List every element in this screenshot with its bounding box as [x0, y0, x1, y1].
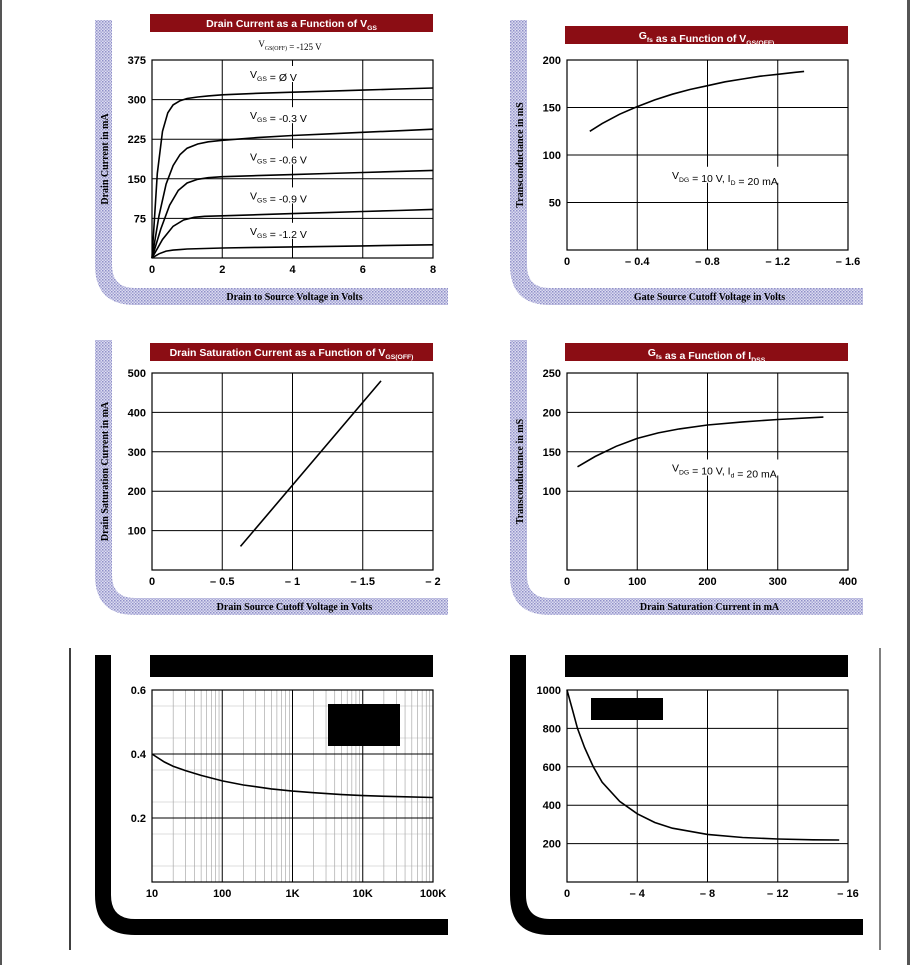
y-tick-label: 150	[542, 446, 561, 459]
x-tick-label: 100K	[419, 888, 447, 900]
chart-title: $G_{fs}$ as a Function of $V_{GS(OFF)}$	[638, 30, 775, 47]
x-tick-label: 0	[148, 264, 156, 276]
y-tick-label: 500	[127, 368, 146, 380]
page-left-edge	[0, 0, 2, 965]
x-tick-label: – 1.6	[835, 256, 861, 268]
y-axis-label: Drain Saturation Current in mA	[100, 401, 111, 542]
chart-title: Drain Saturation Current as a Function of $V_{GS(OFF)}$	[169, 347, 414, 361]
chart-title-bar	[150, 655, 433, 677]
chart-title: Drain Current as a Function of $V_{GS}$	[206, 18, 377, 32]
charts-container	[70, 14, 880, 950]
x-tick-label: 10K	[352, 888, 373, 900]
y-tick-label: 200	[127, 486, 146, 499]
series-label: $V_{GS} = -0.3$ V	[250, 110, 307, 126]
x-tick-label: – 4	[629, 888, 645, 900]
chart-drain-current-vs-vds	[95, 14, 448, 305]
x-tick-label: 0	[563, 256, 571, 268]
x-tick-label: – 8	[699, 888, 716, 900]
y-tick-label: 100	[542, 150, 561, 162]
chart-gfs-vs-idss	[510, 340, 863, 615]
y-tick-label: 0.4	[130, 749, 146, 761]
y-tick-label: 1000	[536, 685, 561, 697]
y-tick-label: 200	[542, 55, 561, 67]
x-tick-label: 2	[219, 264, 226, 276]
y-axis-label: Transconductance in mS	[515, 102, 526, 208]
y-tick-label: 300	[127, 446, 146, 459]
y-tick-label: 250	[542, 368, 561, 380]
y-tick-label: 225	[127, 134, 146, 147]
x-tick-label: – 1	[284, 576, 301, 588]
y-tick-label: 75	[133, 213, 146, 226]
y-tick-label: 200	[542, 838, 561, 851]
y-tick-label: 0.2	[130, 813, 146, 825]
x-tick-label: 200	[698, 576, 717, 588]
x-axis-label: Drain Source Cutoff Voltage in Volts	[216, 602, 373, 613]
x-tick-label: – 1.5	[350, 576, 375, 588]
chart-annotation: $V_{DG} = 10$ V, $I_D = 20$ mA	[672, 169, 778, 188]
x-tick-label: 0	[148, 576, 156, 588]
x-axis-label: Gate Source Cutoff Voltage in Volts	[633, 292, 786, 303]
x-tick-label: 8	[429, 264, 437, 276]
x-tick-label: 6	[359, 264, 366, 276]
series-label: $V_{GS} = -0.6$ V	[250, 151, 307, 167]
x-tick-label: – 1.2	[765, 256, 790, 268]
chart-gfs-vs-vgsoff	[510, 20, 863, 305]
x-tick-label: 0	[563, 888, 571, 900]
chart-annotation: $V_{DG} = 10$ V, $I_d = 20$ mA	[672, 462, 777, 481]
x-tick-label: 400	[838, 576, 858, 588]
y-tick-label: 375	[127, 55, 146, 67]
legend-box	[591, 698, 663, 720]
y-tick-label: 300	[127, 94, 146, 107]
y-tick-label: 50	[548, 197, 561, 210]
series-label: $V_{GS} = -1.2$ V	[250, 225, 307, 241]
chart-decay-vs-negative	[510, 655, 863, 935]
y-tick-label: 800	[542, 723, 561, 736]
x-tick-label: 300	[768, 576, 787, 588]
y-axis-label: Drain Current in mA	[100, 113, 111, 205]
y-axis-label: Transconductance in mS	[515, 418, 526, 525]
series-label: $V_{GS} = -0.9$ V	[250, 190, 307, 206]
chart-subtitle: $V_{GS(OFF)} = -125$ V	[258, 39, 322, 52]
x-tick-label: – 2	[425, 576, 441, 588]
legend-box	[328, 704, 400, 746]
series-label: $V_{GS}$ = Ø V	[250, 68, 297, 84]
chart-title-bar	[565, 655, 848, 677]
y-tick-label: 400	[127, 407, 146, 420]
chart-log-decay	[95, 655, 448, 935]
x-tick-label: 0	[563, 576, 571, 588]
y-tick-label: 100	[127, 525, 146, 538]
x-tick-label: 10	[145, 888, 159, 900]
y-tick-label: 600	[542, 761, 561, 774]
chart-idss-vs-vgsoff	[95, 340, 448, 615]
x-tick-label: – 0.8	[695, 256, 720, 268]
y-tick-label: 150	[542, 102, 561, 115]
x-tick-label: 100	[213, 888, 232, 900]
x-tick-label: – 0.4	[625, 256, 650, 268]
x-tick-label: – 12	[767, 888, 789, 900]
x-axis-label: Drain to Source Voltage in Volts	[226, 292, 363, 303]
x-tick-label: 4	[289, 264, 296, 276]
y-tick-label: 100	[542, 486, 561, 499]
x-tick-label: 1K	[285, 888, 300, 900]
y-tick-label: 150	[127, 173, 146, 186]
chart-title: $G_{fs}$ as a Function of $I_{DSS}$	[647, 347, 766, 364]
y-tick-label: 200	[542, 407, 561, 420]
x-tick-label: – 16	[837, 888, 859, 900]
y-tick-label: 400	[542, 800, 561, 813]
x-axis-label: Drain Saturation Current in mA	[639, 602, 780, 613]
x-tick-label: 100	[628, 576, 647, 588]
y-tick-label: 0.6	[130, 685, 146, 697]
x-tick-label: – 0.5	[210, 576, 235, 588]
